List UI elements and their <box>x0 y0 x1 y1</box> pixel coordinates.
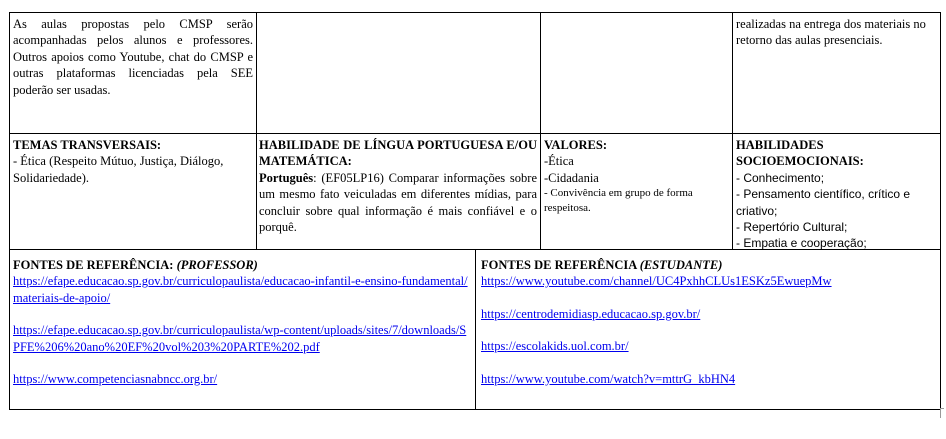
habilidade-subject: Português <box>259 170 314 185</box>
habilidade-text: : (EF05LP16) Comparar informações sobre um mesmo fato veiculadas em diferentes mídias, para concluir sobre qual informação é mais confiável e o porquê. <box>259 170 537 235</box>
table-col-divider-2 <box>540 12 541 250</box>
socio-item: - Conhecimento; <box>736 170 825 185</box>
habilidade-body <box>259 170 537 236</box>
table-border-left <box>9 12 10 410</box>
row1-col4-text: realizadas na entrega dos materiais no retorno das aulas presenciais. <box>736 17 926 48</box>
row1-col1-text: As aulas propostas pelo CMSP serão acompanhadas pelos alunos e professores. Outros apoios como Youtube, chat do CMSP e outras plataformas licenciadas pela SEE poderão ser usadas. <box>13 17 253 97</box>
fontes-estudante-heading <box>481 257 936 273</box>
page-corner-mark <box>940 408 944 418</box>
fontes-estudante-heading-text: FONTES DE REFERÊNCIA <box>481 258 640 272</box>
fontes-estudante-heading-em: (ESTUDANTE) <box>639 258 723 272</box>
socio-item: - Pensamento científico, crítico e criativo; <box>736 187 911 218</box>
table-border-right <box>940 12 941 410</box>
socio-heading: HABILIDADES SOCIOEMOCIONAIS: <box>736 138 864 169</box>
row1-col1-cell <box>13 16 253 98</box>
valores-item: -Ética <box>544 154 574 169</box>
reference-link[interactable]: https://www.youtube.com/channel/UC4PxhhCLUs1ESKz5EwuepMw <box>481 274 832 289</box>
temas-transversais-cell <box>13 137 253 186</box>
fontes-estudante-cell <box>481 257 936 387</box>
fontes-professor-heading <box>13 257 473 273</box>
valores-heading: VALORES: <box>544 138 607 152</box>
table-col-divider-1 <box>256 12 257 250</box>
valores-item: - Convivência em grupo de forma respeitosa. <box>544 187 693 215</box>
habilidade-cell <box>259 137 537 235</box>
fontes-professor-heading-em: (PROFESSOR) <box>176 258 258 272</box>
reference-link[interactable]: https://efape.educacao.sp.gov.br/curriculopaulista/wp-content/uploads/sites/7/downloads/SPFE%206%20ano%20EF%20vol%203%20PARTE%202.pdf <box>13 323 467 354</box>
reference-link[interactable]: https://www.youtube.com/watch?v=mttrG_kbHN4 <box>481 371 736 386</box>
spacer <box>481 322 936 338</box>
temas-heading: TEMAS TRANSVERSAIS: <box>13 138 162 152</box>
spacer <box>13 355 473 371</box>
table-col-divider-bottom <box>475 249 476 410</box>
valores-cell <box>544 137 730 216</box>
reference-link[interactable]: https://www.competenciasnabncc.org.br/ <box>13 372 218 387</box>
habilidade-heading: HABILIDADE DE LÍNGUA PORTUGUESA E/OU MATEMÁTICA: <box>259 138 537 169</box>
socioemocionais-cell <box>736 137 938 252</box>
fontes-professor-cell <box>13 257 473 387</box>
temas-text: - Ética (Respeito Mútuo, Justiça, Diálogo, Solidariedade). <box>13 154 224 185</box>
socio-item: - Empatia e cooperação; <box>736 236 867 251</box>
valores-item: -Cidadania <box>544 170 599 185</box>
spacer <box>13 306 473 322</box>
reference-link[interactable]: https://centrodemidiasp.educacao.sp.gov.br/ <box>481 306 701 321</box>
spacer <box>481 355 936 371</box>
table-col-divider-3 <box>732 12 733 250</box>
table-row-divider-1 <box>9 133 941 134</box>
table-border-top <box>9 12 941 13</box>
reference-link[interactable]: https://escolakids.uol.com.br/ <box>481 339 629 354</box>
fontes-professor-heading-text: FONTES DE REFERÊNCIA: <box>13 258 177 272</box>
row1-col4-cell <box>736 16 936 49</box>
reference-link[interactable]: https://efape.educacao.sp.gov.br/curriculopaulista/educacao-infantil-e-ensino-fundamental/materiais-de-apoio/ <box>13 274 468 305</box>
spacer <box>481 290 936 306</box>
socio-item: - Repertório Cultural; <box>736 220 848 235</box>
